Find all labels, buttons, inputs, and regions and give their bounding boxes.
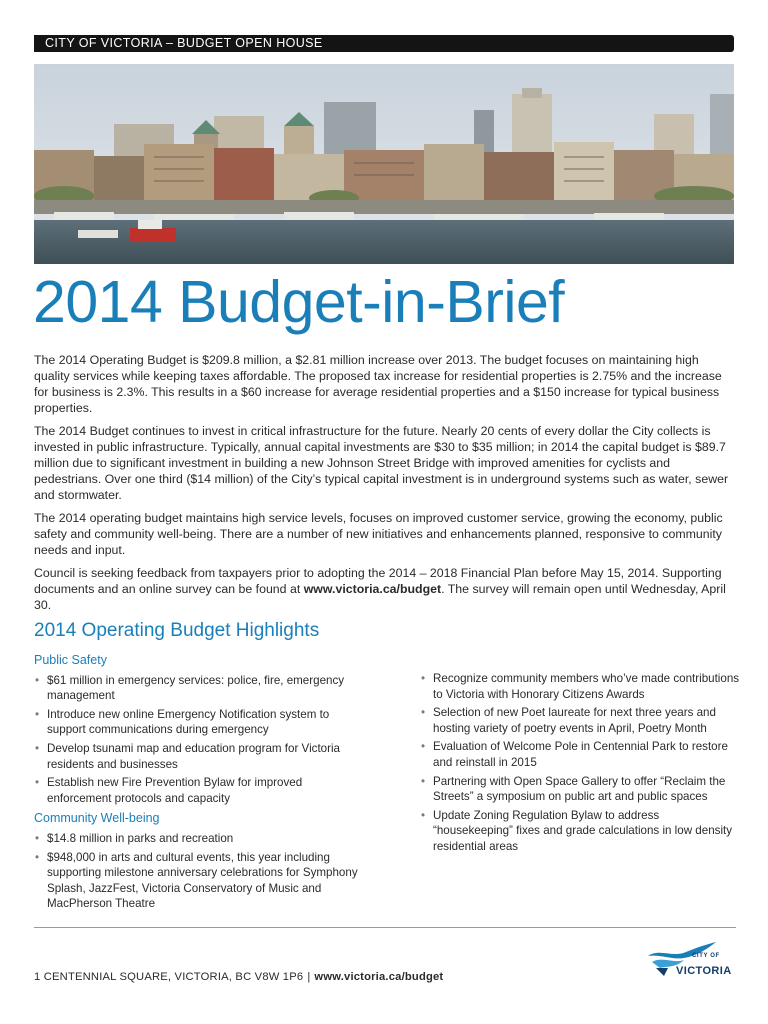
list-item: • Selection of new Poet laureate for next three years and hosting variety of poetry events in April, Poetry Month bbox=[420, 705, 740, 736]
list-item: • Develop tsunami map and education program for Victoria residents and businesses bbox=[34, 741, 369, 772]
footer-url-link[interactable]: www.victoria.ca/budget bbox=[314, 971, 444, 983]
list-item: • Update Zoning Regulation Bylaw to address “housekeeping” fixes and grade calculations in low density residential areas bbox=[420, 808, 740, 855]
highlights-left-column bbox=[34, 653, 369, 915]
footer-address: 1 CENTENNIAL SQUARE, VICTORIA, BC V8W 1P6 bbox=[34, 971, 304, 983]
right-list bbox=[420, 671, 740, 855]
city-of-victoria-logo bbox=[646, 940, 730, 980]
public-safety-heading: Public Safety bbox=[34, 653, 107, 667]
header-label: CITY OF VICTORIA – BUDGET OPEN HOUSE bbox=[45, 36, 323, 50]
intro-paragraph: The 2014 Budget continues to invest in critical infrastructure for the future. Nearly 20 cents of every dollar the City collects is invested in public infrastructure. Typically, annual capital investments are $30 to $35 million; in 2014 the capital budget is $89.7 million due to significant investment in building a new Johnson Street Bridge with improved amenities for cyclists and pedestrians. Over one third ($14 million) of the City’s typical capital investment is in underground systems such as water, sewer and stormwater. bbox=[34, 424, 729, 502]
footer bbox=[34, 971, 443, 983]
list-item: • Evaluation of Welcome Pole in Centennial Park to restore and reinstall in 2015 bbox=[420, 739, 740, 770]
page-title: 2014 Budget-in-Brief bbox=[33, 269, 565, 335]
list-item: • Introduce new online Emergency Notification system to support communications during emergency bbox=[34, 707, 369, 738]
budget-link[interactable]: www.victoria.ca/budget bbox=[303, 582, 442, 596]
list-item: • $14.8 million in parks and recreation bbox=[34, 831, 369, 847]
hero-photo-victoria-harbour bbox=[34, 64, 734, 264]
feedback-text-end: . The survey will remain open until Wednesday, April 30. bbox=[34, 582, 726, 612]
logo-victoria: VICTORIA bbox=[676, 965, 732, 977]
community-list bbox=[34, 831, 369, 912]
list-item: • Recognize community members who’ve made contributions to Victoria with Honorary Citizens Awards bbox=[420, 671, 740, 702]
footer-separator: | bbox=[307, 971, 311, 983]
highlights-heading: 2014 Operating Budget Highlights bbox=[34, 620, 320, 641]
header-bar bbox=[34, 35, 734, 52]
list-item: • $948,000 in arts and cultural events, this year including supporting milestone anniversary celebrations for Symphony Splash, JazzFest, Victoria Conservatory of Music and MacPherson Theatre bbox=[34, 850, 369, 912]
feedback-text: Council is seeking feedback from taxpayers prior to adopting the 2014 – 2018 Financial Plan before May 15, 2014. Supporting documents and an online survey can be found at bbox=[34, 566, 722, 596]
community-heading: Community Well-being bbox=[34, 811, 160, 826]
intro-text bbox=[34, 352, 736, 620]
list-item: • Establish new Fire Prevention Bylaw for improved enforcement protocols and capacity bbox=[34, 775, 369, 806]
intro-paragraph: The 2014 Operating Budget is $209.8 million, a $2.81 million increase over 2013. The budget focuses on maintaining high quality services while keeping taxes affordable. The proposed tax increase for residential properties is 2.75% and the increase for business is 2.3%. This results in a $60 increase for average residential properties and a $150 increase for typical business properties. bbox=[34, 353, 722, 415]
logo-city-of: CITY OF bbox=[692, 953, 720, 959]
footer-divider bbox=[34, 927, 736, 928]
intro-paragraph: The 2014 operating budget maintains high service levels, focuses on improved customer service, growing the economy, public safety and community well-being. There are a number of new initiatives and enhancements planned, responsive to community needs and input. bbox=[34, 511, 723, 557]
highlights-right-column bbox=[420, 671, 740, 858]
list-item: • $61 million in emergency services: police, fire, emergency management bbox=[34, 673, 369, 704]
public-safety-list bbox=[34, 673, 369, 807]
intro-paragraph-feedback bbox=[34, 565, 736, 613]
list-item: • Partnering with Open Space Gallery to offer “Reclaim the Streets” a symposium on public art and public spaces bbox=[420, 774, 740, 805]
